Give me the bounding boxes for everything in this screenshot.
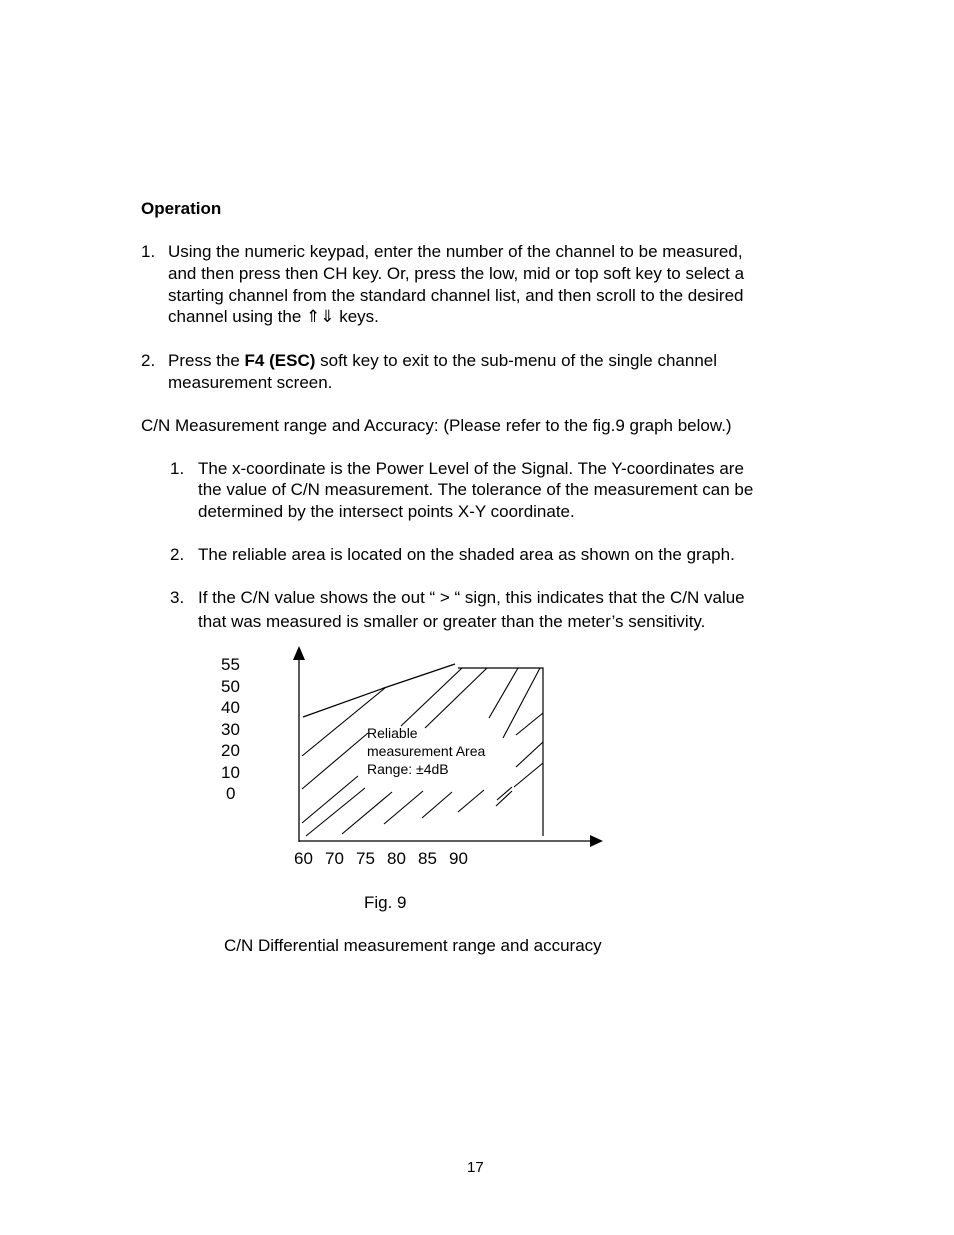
point-number: 2. xyxy=(170,545,185,564)
point-number: 1. xyxy=(170,459,185,478)
region-label-line: Range: ±4dB xyxy=(367,761,449,777)
cn-intro: C/N Measurement range and Accuracy: (Please refer to the fig.9 graph below.) xyxy=(141,416,732,435)
page-number: 17 xyxy=(467,1159,484,1176)
step-text-line: starting channel from the standard channel list, and then scroll to the desired xyxy=(168,286,744,305)
x-tick-label: 60 xyxy=(294,849,313,868)
point-text-line: If the C/N value shows the out “ > “ sign, this indicates that the C/N value xyxy=(198,588,745,607)
region-upper-slope xyxy=(303,664,455,717)
figure-caption: Fig. 9 xyxy=(364,893,407,912)
y-tick-label: 40 xyxy=(221,698,240,717)
y-tick-label: 55 xyxy=(221,655,240,674)
point-text-line: The x-coordinate is the Power Level of the Signal. The Y-coordinates are xyxy=(198,459,744,478)
y-tick-label: 50 xyxy=(221,677,240,696)
point-text-line: that was measured is smaller or greater than the meter’s sensitivity. xyxy=(198,612,706,631)
x-tick-label: 75 xyxy=(356,849,375,868)
point-text-line: the value of C/N measurement. The tolerance of the measurement can be xyxy=(198,480,754,499)
key-name: F4 (ESC) xyxy=(244,351,316,370)
y-tick-label: 20 xyxy=(221,741,240,760)
step-text: soft key to exit to the sub-menu of the single channel xyxy=(315,351,718,370)
step-text: Press the xyxy=(168,351,245,370)
step-number: 1. xyxy=(141,242,156,261)
region-label-line: measurement Area xyxy=(367,743,486,759)
x-axis-arrow xyxy=(590,835,603,847)
point-number: 3. xyxy=(170,588,185,607)
x-tick-label: 80 xyxy=(387,849,406,868)
y-tick-label: 0 xyxy=(226,784,236,803)
step-number: 2. xyxy=(141,351,156,370)
step-text-line: Using the numeric keypad, enter the number of the channel to be measured, xyxy=(168,242,743,261)
point-text-line: determined by the intersect points X-Y coordinate. xyxy=(198,502,575,521)
point-text-line: The reliable area is located on the shaded area as shown on the graph. xyxy=(198,545,735,564)
step-text-line: channel using the ⇑⇓ keys. xyxy=(168,307,379,326)
x-tick-label: 70 xyxy=(325,849,344,868)
step-text-line: measurement screen. xyxy=(168,373,333,392)
region-label-line: Reliable xyxy=(367,725,418,741)
step-text-line: and then press then CH key. Or, press the low, mid or top soft key to select a xyxy=(168,264,745,283)
x-tick-label: 85 xyxy=(418,849,437,868)
y-tick-label: 10 xyxy=(221,763,240,782)
section-heading: Operation xyxy=(141,199,222,218)
y-tick-label: 30 xyxy=(221,720,240,739)
y-axis-arrow xyxy=(293,646,305,660)
x-tick-label: 90 xyxy=(449,849,468,868)
figure-description: C/N Differential measurement range and accuracy xyxy=(224,936,602,955)
